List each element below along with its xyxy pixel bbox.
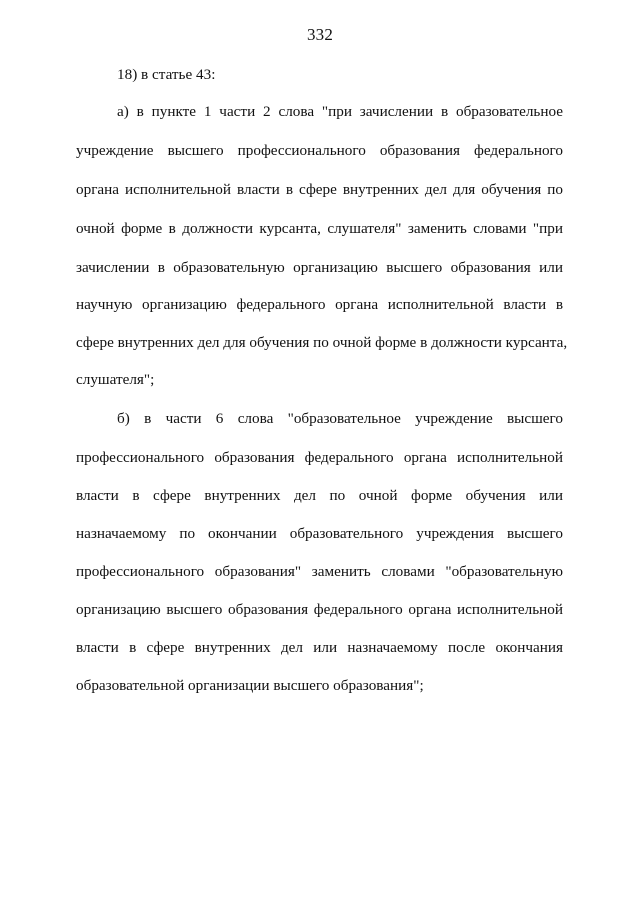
paragraph-a-line: зачислении в образовательную организацию высшего образования или [76, 259, 563, 276]
paragraph-a-line: а) в пункте 1 части 2 слова "при зачислении в образовательное [117, 103, 563, 120]
item-heading: 18) в статье 43: [117, 66, 216, 83]
paragraph-a-line: сфере внутренних дел для обучения по очной форме в должности курсанта, [76, 334, 568, 351]
paragraph-b-line: назначаемому по окончании образовательного учреждения высшего [76, 525, 563, 542]
paragraph-a-line: слушателя"; [76, 371, 155, 388]
paragraph-a-line: очной форме в должности курсанта, слушателя" заменить словами "при [76, 220, 563, 237]
page-number: 332 [306, 25, 334, 44]
paragraph-b-line: профессионального образования федерального органа исполнительной [76, 449, 563, 466]
paragraph-b-line: б) в части 6 слова "образовательное учреждение высшего [117, 410, 563, 427]
paragraph-a-line: научную организацию федерального органа исполнительной власти в [76, 296, 563, 313]
paragraph-a-line: органа исполнительной власти в сфере внутренних дел для обучения по [76, 181, 563, 198]
paragraph-b-line: образовательной организации высшего образования"; [76, 677, 424, 694]
paragraph-b-line: власти в сфере внутренних дел по очной форме обучения или [76, 487, 563, 504]
paragraph-b-line: власти в сфере внутренних дел или назначаемому после окончания [76, 639, 563, 656]
paragraph-a-line: учреждение высшего профессионального образования федерального [76, 142, 563, 159]
paragraph-b-line: профессионального образования" заменить словами "образовательную [76, 563, 563, 580]
paragraph-b-line: организацию высшего образования федерального органа исполнительной [76, 601, 563, 618]
